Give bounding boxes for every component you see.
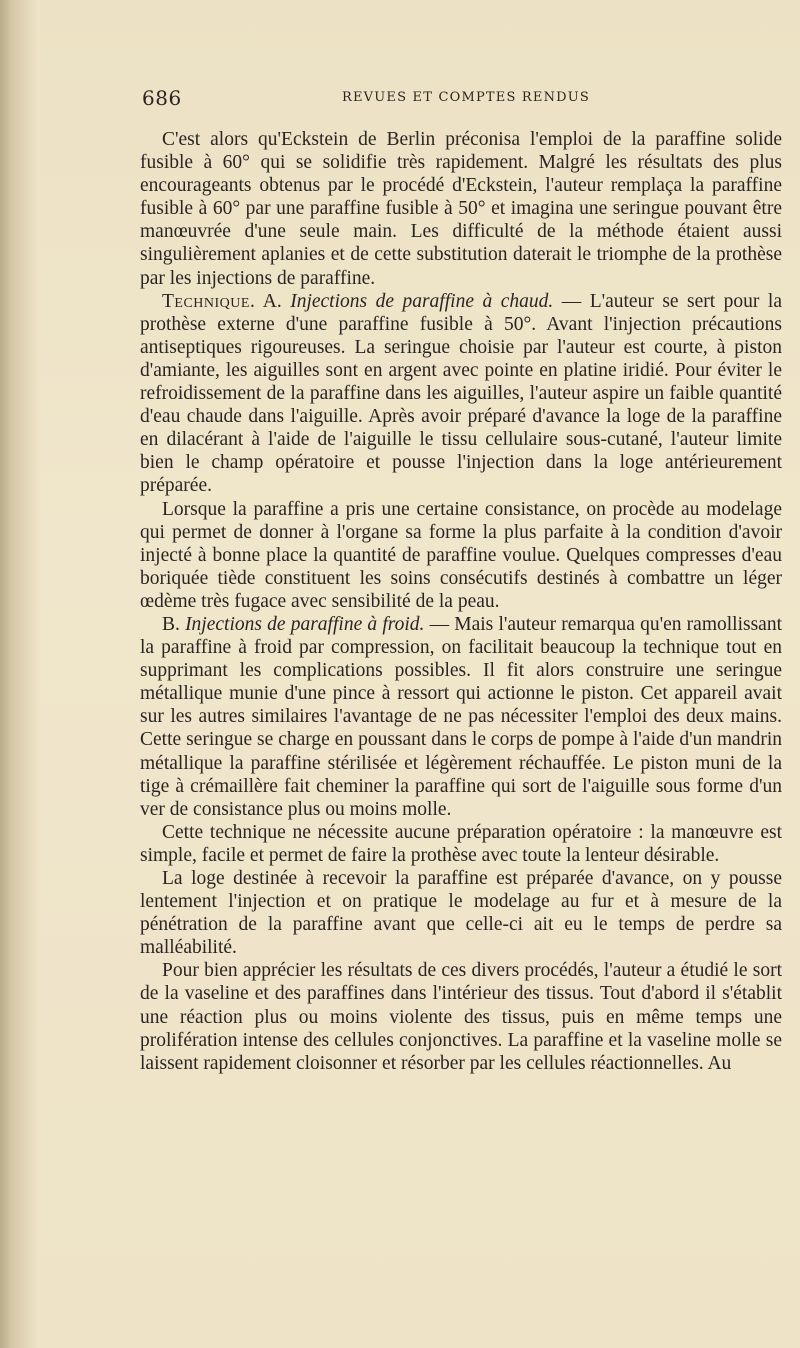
paragraph-text: Lorsque la paraffine a pris une certaine consistance, on procède au modelage qui permet de donner à l'organe sa forme la plus parfaite à la condition d'avoir injecté à bonne place la quantité de paraffine voulue. Quelques compresses d'eau boriquée tiède constituent les soins consécutifs destinés à combattre un léger œdème très fugace avec sensibilité de la peau. [140, 498, 782, 612]
paragraph-text: — L'auteur se sert pour la prothèse externe d'une paraffine fusible à 50°. Avant l'injection précautions antiseptiques rigoureuses. La seringue choisie par l'auteur est courte, à piston d'amiante, les aiguilles sont en argent avec pointe en platine iridié. Pour éviter le refroidissement de la paraffine dans les aiguilles, l'auteur aspire un faible quantité d'eau chaude dans l'aiguille. Après avoir préparé d'avance la loge de la paraffine en dilacérant à l'aide de l'aiguille le tissu cellulaire sous-cutané, l'auteur limite bien le champ opératoire et pousse l'injection dans la loge antérieurement préparée. [140, 290, 782, 497]
binding-gutter [0, 0, 40, 1348]
paragraph-text: Cette technique ne nécessite aucune préparation opératoire : la manœuvre est simple, facile et permet de faire la prothèse avec toute la lenteur désirable. [140, 821, 782, 866]
section-letter-a: A. [255, 290, 291, 312]
paragraph-technique-froid [140, 613, 782, 821]
page-header [142, 86, 782, 116]
paragraph-text: — Mais l'auteur remarqua qu'en ramollissant la paraffine à froid par compression, on facilitait beaucoup la technique tout en supprimant les complications possibles. Il fit alors construire une seringue métallique munie d'une pince à ressort qui actionne le piston. Cet appareil avait sur les autres similaires l'avantage de ne pas nécessiter l'emploi des deux mains. Cette seringue se charge en poussant dans le corps de pompe à l'aide d'un mandrin métallique la paraffine stérilisée et légèrement réchauffée. Le piston muni de la tige à crémaillère fait cheminer la paraffine qui sort de l'aiguille sous forme d'un ver de consistance plus ou moins molle. [140, 613, 782, 820]
paragraph-modelage [140, 498, 782, 613]
body-text [140, 128, 782, 1075]
paragraph-loge [140, 867, 782, 959]
paragraph-text: La loge destinée à recevoir la paraffine est préparée d'avance, on y pousse lentement l'injection et on pratique le modelage au fur et à mesure de la pénétration de la paraffine avant que celle-ci ait eu le temps de perdre sa malléabilité. [140, 868, 782, 959]
running-head: REVUES ET COMPTES RENDUS [342, 90, 591, 105]
section-label-technique: Technique. [162, 290, 256, 312]
page-number: 686 [142, 86, 182, 110]
paragraph-text: Pour bien apprécier les résultats de ces divers procédés, l'auteur a étudié le sort de la vaseline et des paraffines dans l'intérieur des tissus. Tout d'abord il s'établit une réaction plus ou moins violente des tissus, puis en même temps une prolifération intense des cellules conjonctives. La paraffine et la vaseline molle se laissent rapidement cloisonner et résorber par les cellules réactionnelles. Au [140, 960, 782, 1074]
paragraph-resultats [140, 959, 782, 1074]
subheading-froid: Injections de paraffine à froid. [185, 613, 425, 635]
paragraph-technique-chaud [140, 290, 782, 498]
paragraph-text: C'est alors qu'Eckstein de Berlin préconisa l'emploi de la paraffine solide fusible à 60° qui se solidifie très rapidement. Malgré les résultats des plus encourageants obtenus par le procédé d'Eckstein, l'auteur remplaça la paraffine fusible à 60° par une paraffine fusible à 50° et imagina une seringue pouvant être manœuvrée d'une seule main. Les difficulté de la méthode étaient aussi singulièrement aplanies et de cette substitution daterait le triomphe de la prothèse par les injections de paraffine. [140, 129, 782, 289]
paragraph-avantages [140, 821, 782, 867]
section-letter-b: B. [162, 613, 186, 635]
subheading-chaud: Injections de paraffine à chaud. [290, 290, 554, 312]
paragraph-eckstein [140, 128, 782, 290]
